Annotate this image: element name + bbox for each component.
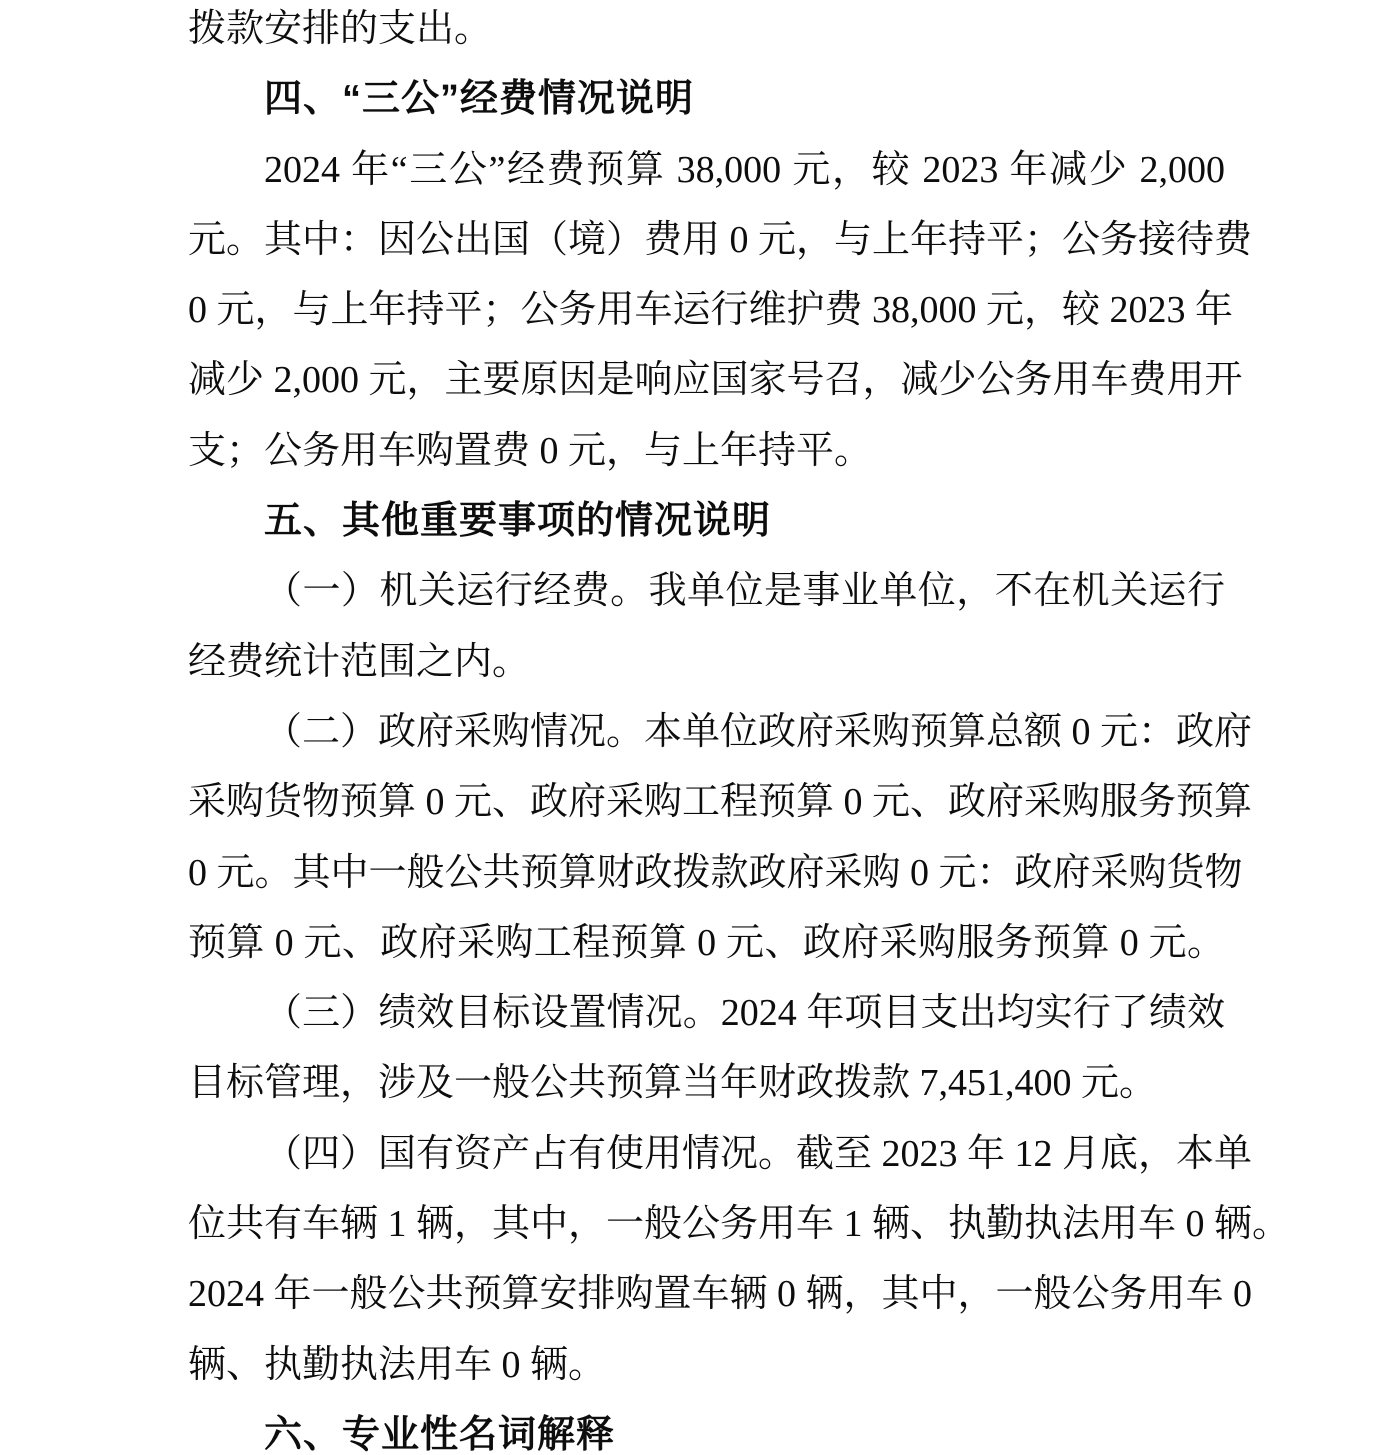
body-line-item2-procurement-4: 预算 0 元、政府采购工程预算 0 元、政府采购服务预算 0 元。 bbox=[188, 921, 1225, 964]
body-line-sangong-4: 减少 2,000 元，主要原因是响应国家号召，减少公务用车费用开 bbox=[188, 359, 1243, 402]
body-line-item3-performance-targets-2: 目标管理，涉及一般公共预算当年财政拨款 7,451,400 元。 bbox=[188, 1062, 1158, 1105]
body-line-item1-operating-funds-2: 经费统计范围之内。 bbox=[188, 640, 531, 683]
body-line-sangong-5: 支；公务用车购置费 0 元，与上年持平。 bbox=[188, 429, 873, 472]
document-text-block bbox=[188, 0, 1291, 1455]
body-line-item2-procurement-3: 0 元。其中一般公共预算财政拨款政府采购 0 元：政府采购货物 bbox=[188, 851, 1243, 894]
section-heading-6-terminology: 六、专业性名词解释 bbox=[264, 1413, 616, 1455]
section-heading-4-sangong-expenses: 四、“三公”经费情况说明 bbox=[264, 78, 695, 121]
body-line-item2-procurement-2: 采购货物预算 0 元、政府采购工程预算 0 元、政府采购服务预算 bbox=[188, 781, 1253, 824]
body-line-sangong-3: 0 元，与上年持平；公务用车运行维护费 38,000 元，较 2023 年 bbox=[188, 289, 1234, 332]
body-line-item4-state-assets-3: 2024 年一般公共预算安排购置车辆 0 辆，其中，一般公务用车 0 bbox=[188, 1273, 1253, 1316]
body-line-sangong-2: 元。其中：因公出国（境）费用 0 元，与上年持平；公务接待费 bbox=[188, 218, 1253, 261]
body-line-item4-state-assets-2: 位共有车辆 1 辆，其中，一般公务用车 1 辆、执勤执法用车 0 辆。 bbox=[188, 1203, 1291, 1246]
body-line-paragraph-continuation: 拨款安排的支出。 bbox=[188, 8, 493, 50]
body-line-sangong-1: 2024 年“三公”经费预算 38,000 元，较 2023 年减少 2,000 bbox=[264, 148, 1225, 191]
body-line-item4-state-assets-4: 辆、执勤执法用车 0 辆。 bbox=[188, 1343, 607, 1386]
body-line-item4-state-assets-1: （四）国有资产占有使用情况。截至 2023 年 12 月底，本单 bbox=[264, 1132, 1253, 1175]
body-line-item2-procurement-1: （二）政府采购情况。本单位政府采购预算总额 0 元：政府 bbox=[264, 710, 1253, 753]
body-line-item3-performance-targets-1: （三）绩效目标设置情况。2024 年项目支出均实行了绩效 bbox=[264, 992, 1225, 1035]
body-line-item1-operating-funds-1: （一）机关运行经费。我单位是事业单位，不在机关运行 bbox=[264, 570, 1225, 613]
section-heading-5-other-important-matters: 五、其他重要事项的情况说明 bbox=[264, 500, 772, 543]
